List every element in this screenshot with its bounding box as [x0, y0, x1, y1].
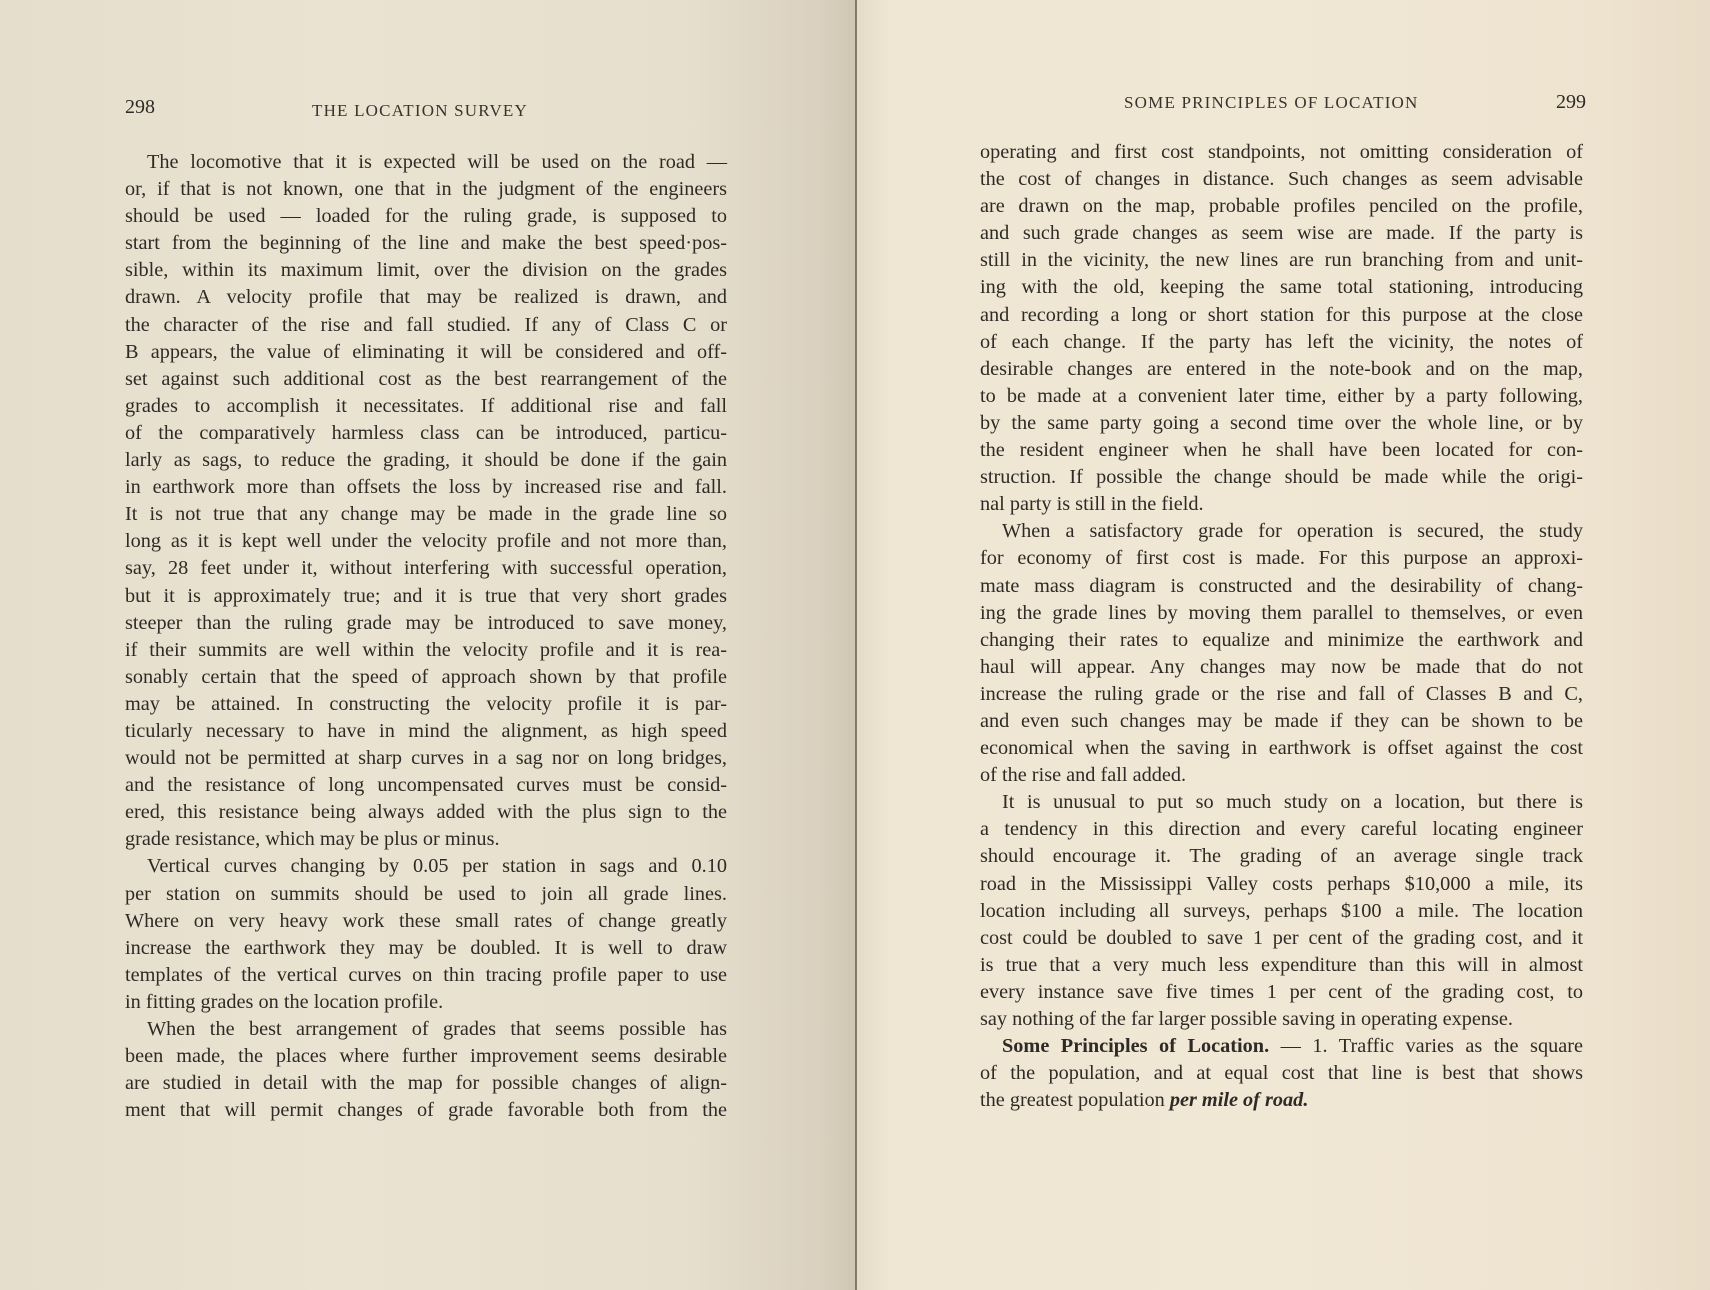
text-line: and such grade changes as seem wise are made. If the party is [980, 222, 1583, 245]
left-page-body [125, 149, 727, 1124]
text-line: of each change. If the party has left the vicinity, the notes of [980, 330, 1583, 353]
text-line: economical when the saving in earthwork is offset against the cost [980, 737, 1583, 760]
text-line: It is not true that any change may be made in the grade line so [125, 503, 727, 526]
text-line: of the population, and at equal cost that line is best that shows [980, 1062, 1583, 1085]
text-line: been made, the places where further improvement seems desirable [125, 1045, 727, 1068]
text-line: start from the beginning of the line and make the best speed·pos- [125, 232, 727, 255]
text-line: increase the ruling grade or the rise and fall of Classes B and C, [980, 682, 1583, 705]
text-line: struction. If possible the change should be made while the origi- [980, 466, 1583, 489]
text-line: by the same party going a second time over the whole line, or by [980, 411, 1583, 434]
text-line: still in the vicinity, the new lines are run branching from and unit- [980, 249, 1583, 272]
emphasis-text: per mile of road. [1169, 1089, 1309, 1112]
text-line: every instance save five times 1 per cent of the grading cost, to [980, 980, 1583, 1003]
text-line: templates of the vertical curves on thin tracing profile paper to use [125, 963, 727, 986]
text-line: location including all surveys, perhaps $100 a mile. The location [980, 899, 1583, 922]
text-line: operating and first cost standpoints, not omitting consideration of [980, 141, 1583, 163]
text-line: are drawn on the map, probable profiles penciled on the profile, [980, 195, 1583, 218]
text-line: B appears, the value of eliminating it will be considered and off- [125, 340, 727, 363]
text-line: and the resistance of long uncompensated curves must be consid- [125, 774, 727, 797]
text-line: of the comparatively harmless class can be introduced, particu- [125, 421, 727, 444]
section-number: — 1. [1269, 1035, 1339, 1058]
text-line: should encourage it. The grading of an average single track [980, 845, 1583, 868]
text-line: drawn. A velocity profile that may be realized is drawn, and [125, 286, 727, 309]
text-line: is true that a very much less expenditure than this will in almost [980, 953, 1583, 976]
text-line: the cost of changes in distance. Such changes as seem advisable [980, 168, 1583, 191]
text-line: larly as sags, to reduce the grading, it should be done if the gain [125, 449, 727, 472]
text-line: or, if that is not known, one that in the judgment of the engineers [125, 178, 727, 201]
running-head: SOME PRINCIPLES OF LOCATION [1124, 93, 1419, 112]
text-fragment: the greatest population [980, 1089, 1170, 1112]
text-line: say nothing of the far larger possible saving in operating expense. [980, 1008, 1513, 1030]
section-heading: Some Principles of Location. [1002, 1035, 1270, 1058]
text-line: in fitting grades on the location profile. [125, 990, 444, 1013]
running-head: THE LOCATION SURVEY [312, 101, 528, 120]
text-line: cost could be doubled to save 1 per cent of the grading cost, and it [980, 926, 1583, 949]
text-line: ing the grade lines by moving them parallel to themselves, or even [980, 601, 1583, 624]
text-line: road in the Mississippi Valley costs perhaps $10,000 a mile, its [980, 872, 1583, 895]
text-line: increase the earthwork they may be doubled. It is well to draw [125, 936, 727, 959]
right-page-body [980, 139, 1583, 1114]
page-number: 298 [125, 96, 155, 118]
text-line: would not be permitted at sharp curves in a sag nor on long bridges, [125, 747, 727, 770]
text-line: may be attained. In constructing the velocity profile it is par- [125, 692, 727, 715]
text-line: ment that will permit changes of grade favorable both from the [125, 1099, 727, 1122]
text-line: a tendency in this direction and every careful locating engineer [980, 818, 1583, 841]
text-line: the resident engineer when he shall have been located for con- [980, 439, 1583, 462]
text-line: are studied in detail with the map for possible changes of align- [125, 1072, 727, 1095]
text-line: mate mass diagram is constructed and the desirability of chang- [980, 574, 1583, 597]
text-line: and recording a long or short station for this purpose at the close [980, 303, 1583, 326]
text-line: changing their rates to equalize and minimize the earthwork and [980, 628, 1583, 651]
text-line: nal party is still in the field. [980, 493, 1204, 516]
text-line: of the rise and fall added. [980, 764, 1187, 787]
text-line: for economy of first cost is made. For this purpose an approxi- [980, 547, 1583, 570]
text-line: per station on summits should be used to join all grade lines. [125, 882, 727, 905]
text-line: sible, within its maximum limit, over the division on the grades [125, 259, 727, 282]
text-line: ing with the old, keeping the same total stationing, introducing [980, 276, 1583, 299]
text-fragment: Traffic varies as the square [1338, 1035, 1583, 1058]
text-line: in earthwork more than offsets the loss by increased rise and fall. [125, 476, 727, 499]
text-line: Where on very heavy work these small rates of change greatly [125, 909, 727, 932]
text-line: desirable changes are entered in the note-book and on the map, [980, 357, 1583, 380]
text-line: grades to accomplish it necessitates. If additional rise and fall [125, 394, 727, 417]
text-line: set against such additional cost as the best rearrangement of the [125, 367, 727, 390]
text-line [980, 1087, 1583, 1114]
text-line: The locomotive that it is expected will be used on the road — [147, 151, 727, 173]
text-line: When the best arrangement of grades that seems possible has [147, 1018, 727, 1040]
text-line: When a satisfactory grade for operation is secured, the study [1002, 520, 1583, 543]
text-line: but it is approximately true; and it is true that very short grades [125, 584, 727, 607]
text-line: say, 28 feet under it, without interfering with successful operation, [125, 557, 727, 580]
text-line: and even such changes may be made if they can be shown to be [980, 709, 1583, 732]
book-gutter [855, 0, 857, 1290]
text-line: haul will appear. Any changes may now be made that do not [980, 655, 1583, 678]
text-line: grade resistance, which may be plus or minus. [125, 828, 500, 851]
section-heading-line [980, 1033, 1583, 1060]
text-line: sonably certain that the speed of approach shown by that profile [125, 665, 727, 688]
right-page [856, 0, 1710, 1290]
text-line: long as it is kept well under the velocity profile and not more than, [125, 530, 727, 553]
text-line: should be used — loaded for the ruling grade, is supposed to [125, 205, 727, 228]
text-line: to be made at a convenient later time, either by a party following, [980, 384, 1583, 407]
page-number: 299 [1556, 91, 1586, 113]
text-line: ered, this resistance being always added with the plus sign to the [125, 801, 727, 824]
text-line: It is unusual to put so much study on a location, but there is [1002, 791, 1583, 814]
text-line: ticularly necessary to have in mind the alignment, as high speed [125, 719, 727, 742]
text-line: Vertical curves changing by 0.05 per station in sags and 0.10 [147, 855, 727, 878]
text-line: if their summits are well within the velocity profile and it is rea- [125, 638, 727, 661]
text-line: steeper than the ruling grade may be introduced to save money, [125, 611, 727, 634]
text-line: the character of the rise and fall studied. If any of Class C or [125, 313, 727, 336]
